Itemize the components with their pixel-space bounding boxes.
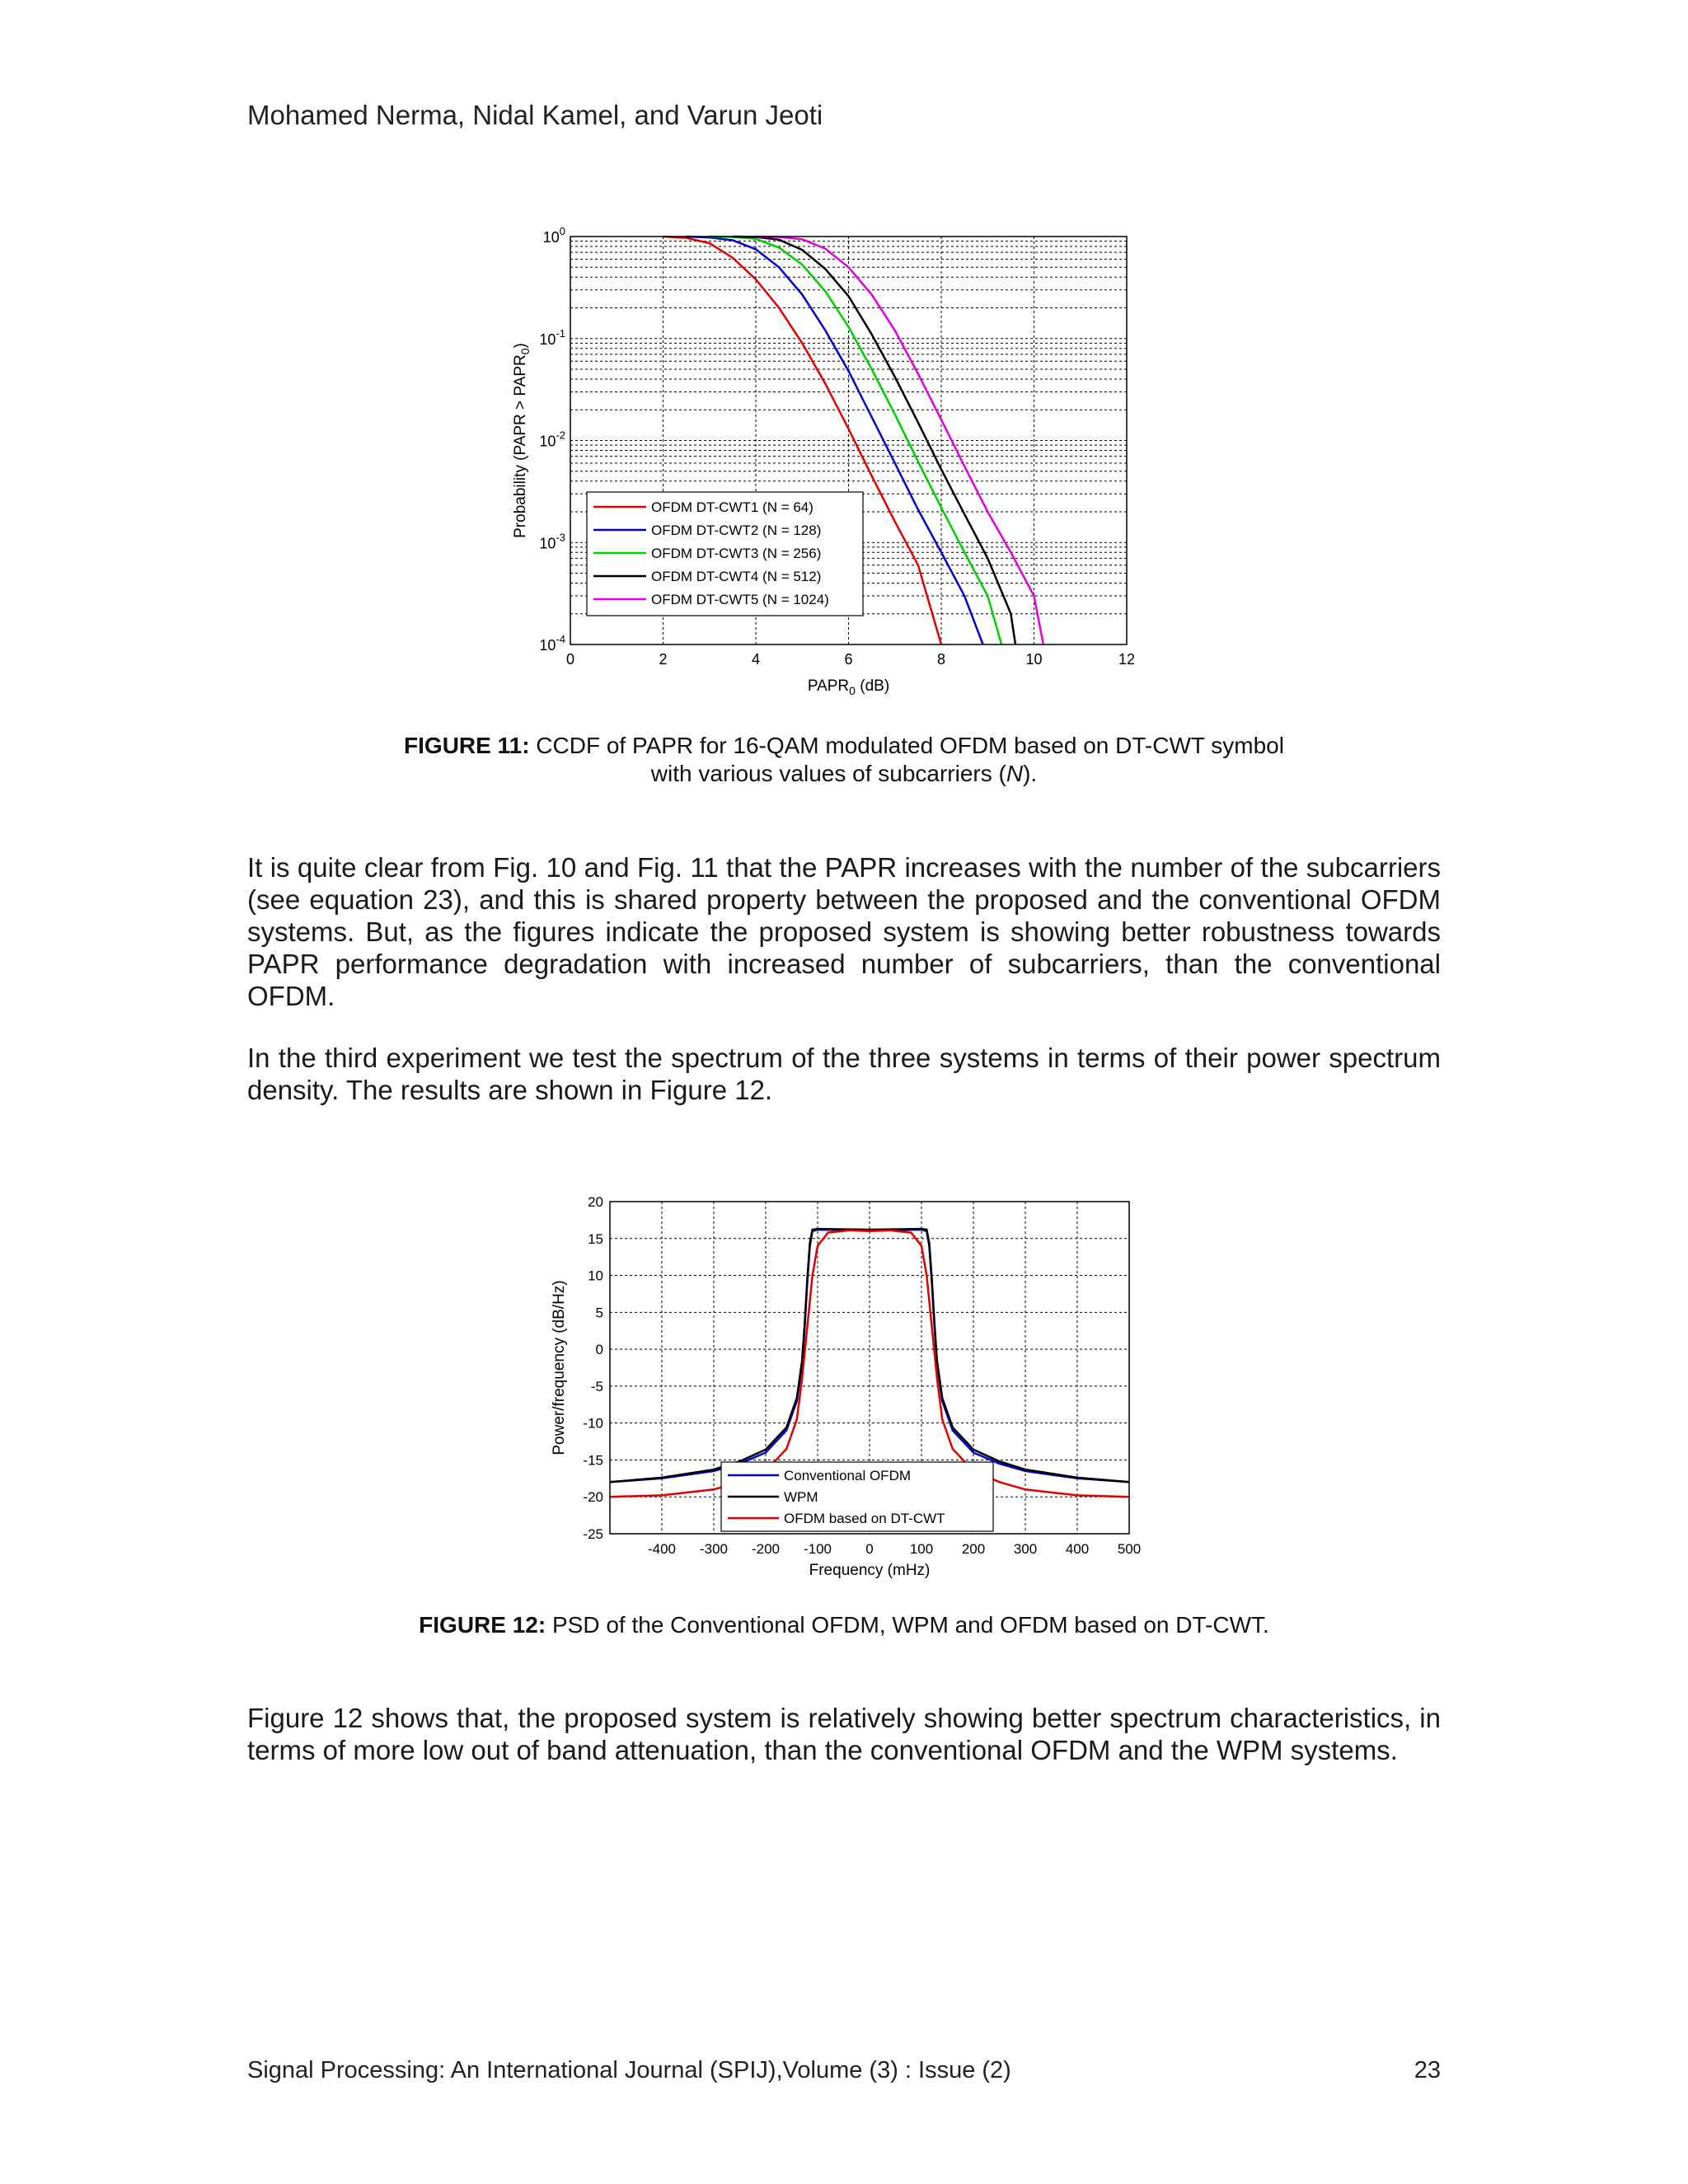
x-axis-label: Frequency (mHz) [809, 1562, 931, 1579]
y-tick-label: -20 [583, 1489, 603, 1506]
x-tick-label: 10 [1025, 651, 1043, 668]
journal-name: Signal Processing: An International Journal (SPIJ),Volume (3) : Issue (2) [247, 2057, 1011, 2083]
x-tick-label: 12 [1118, 651, 1136, 668]
y-tick-label: 0 [595, 1342, 603, 1358]
caption-label: FIGURE 12: [419, 1612, 546, 1638]
x-tick-label: 300 [1013, 1541, 1038, 1557]
running-header: Mohamed Nerma, Nidal Kamel, and Varun Jeoti [247, 100, 823, 130]
x-tick-label: 0 [565, 651, 575, 668]
x-tick-label: -300 [699, 1541, 729, 1557]
body-paragraph: Figure 12 shows that, the proposed system is relatively showing better spectrum characteristics, in terms of more low out of band attenuation, than the conventional OFDM and the WPM systems. [247, 1703, 1441, 1765]
legend-label: Conventional OFDM [784, 1468, 912, 1483]
caption-text: PSD of the Conventional OFDM, WPM and OFDM based on DT-CWT. [551, 1612, 1269, 1638]
y-tick-label: -10 [583, 1415, 603, 1432]
y-tick-label: -15 [583, 1452, 603, 1469]
y-axis-label: Probability (PAPR > $PAPR_0$) [512, 343, 532, 538]
legend-label: OFDM DT-CWT2 (N = 128) [651, 523, 822, 538]
x-tick-label: 6 [844, 651, 853, 668]
legend-label: OFDM DT-CWT5 (N = 1024) [651, 592, 829, 607]
x-tick-label: -200 [751, 1541, 781, 1557]
caption-text-2: with various values of subcarriers ( [650, 761, 1006, 786]
x-tick-label: 8 [936, 651, 946, 668]
legend-label: WPM [784, 1489, 818, 1505]
y-axis-label: Power/frequency (dB/Hz) [551, 1280, 568, 1455]
body-paragraph: It is quite clear from Fig. 10 and Fig. 11 that the PAPR increases with the number of the subcarriers (see equation 23), and this is shared property between the proposed and the conventional OFDM systems. But, as the figures indicate the proposed system is showing better robustness towards PAPR performance degradation with increased number of subcarriers, than the conventional OFDM. [247, 852, 1441, 1011]
figure-11-caption [247, 732, 1441, 788]
figure-12-caption [247, 1611, 1441, 1639]
x-tick-label: 4 [751, 651, 761, 668]
y-tick-label: $10^{-4}$ [539, 633, 565, 654]
y-tick-label: $10^0$ [542, 225, 565, 246]
y-tick-label: 10 [588, 1268, 603, 1284]
legend [721, 1462, 993, 1531]
y-tick-label: -25 [583, 1526, 603, 1542]
legend-label: OFDM DT-CWT1 (N = 64) [651, 499, 814, 515]
legend [587, 492, 863, 616]
x-tick-label: 200 [961, 1541, 986, 1557]
y-tick-label: 5 [595, 1305, 603, 1321]
y-tick-label: $10^{-3}$ [539, 531, 565, 552]
caption-text: CCDF of PAPR for 16-QAM modulated OFDM based on DT-CWT symbol [536, 733, 1284, 758]
y-tick-label: 20 [588, 1194, 603, 1210]
page-footer [247, 2056, 1441, 2084]
x-tick-label: 0 [865, 1541, 874, 1557]
figure-11 [504, 216, 1147, 710]
y-tick-label: 15 [588, 1230, 603, 1247]
legend-label: OFDM based on DT-CWT [784, 1511, 945, 1526]
y-tick-label: $10^{-1}$ [539, 326, 565, 348]
y-tick-label: $10^{-2}$ [539, 429, 565, 450]
x-tick-label: -100 [803, 1541, 832, 1557]
psd-chart [544, 1183, 1154, 1586]
legend-label: OFDM DT-CWT3 (N = 256) [651, 546, 822, 561]
caption-label: FIGURE 11: [404, 733, 530, 758]
caption-text-3: ). [1023, 761, 1038, 786]
x-axis-label: $PAPR_0$ (dB) [807, 677, 890, 697]
x-tick-label: 500 [1117, 1541, 1142, 1557]
ccdf-chart [504, 216, 1147, 710]
caption-variable: N [1006, 761, 1024, 786]
y-tick-label: -5 [590, 1378, 603, 1394]
x-tick-label: -400 [647, 1541, 677, 1557]
figure-12 [544, 1183, 1154, 1586]
x-tick-label: 2 [659, 651, 668, 668]
legend-label: OFDM DT-CWT4 (N = 512) [651, 569, 822, 584]
page-number: 23 [1414, 2057, 1441, 2083]
x-tick-label: 100 [909, 1541, 934, 1557]
body-paragraph: In the third experiment we test the spectrum of the three systems in terms of their power spectrum density. The results are shown in Figure 12. [247, 1043, 1441, 1105]
series-line-3 [610, 1230, 1129, 1497]
x-tick-label: 400 [1065, 1541, 1090, 1557]
